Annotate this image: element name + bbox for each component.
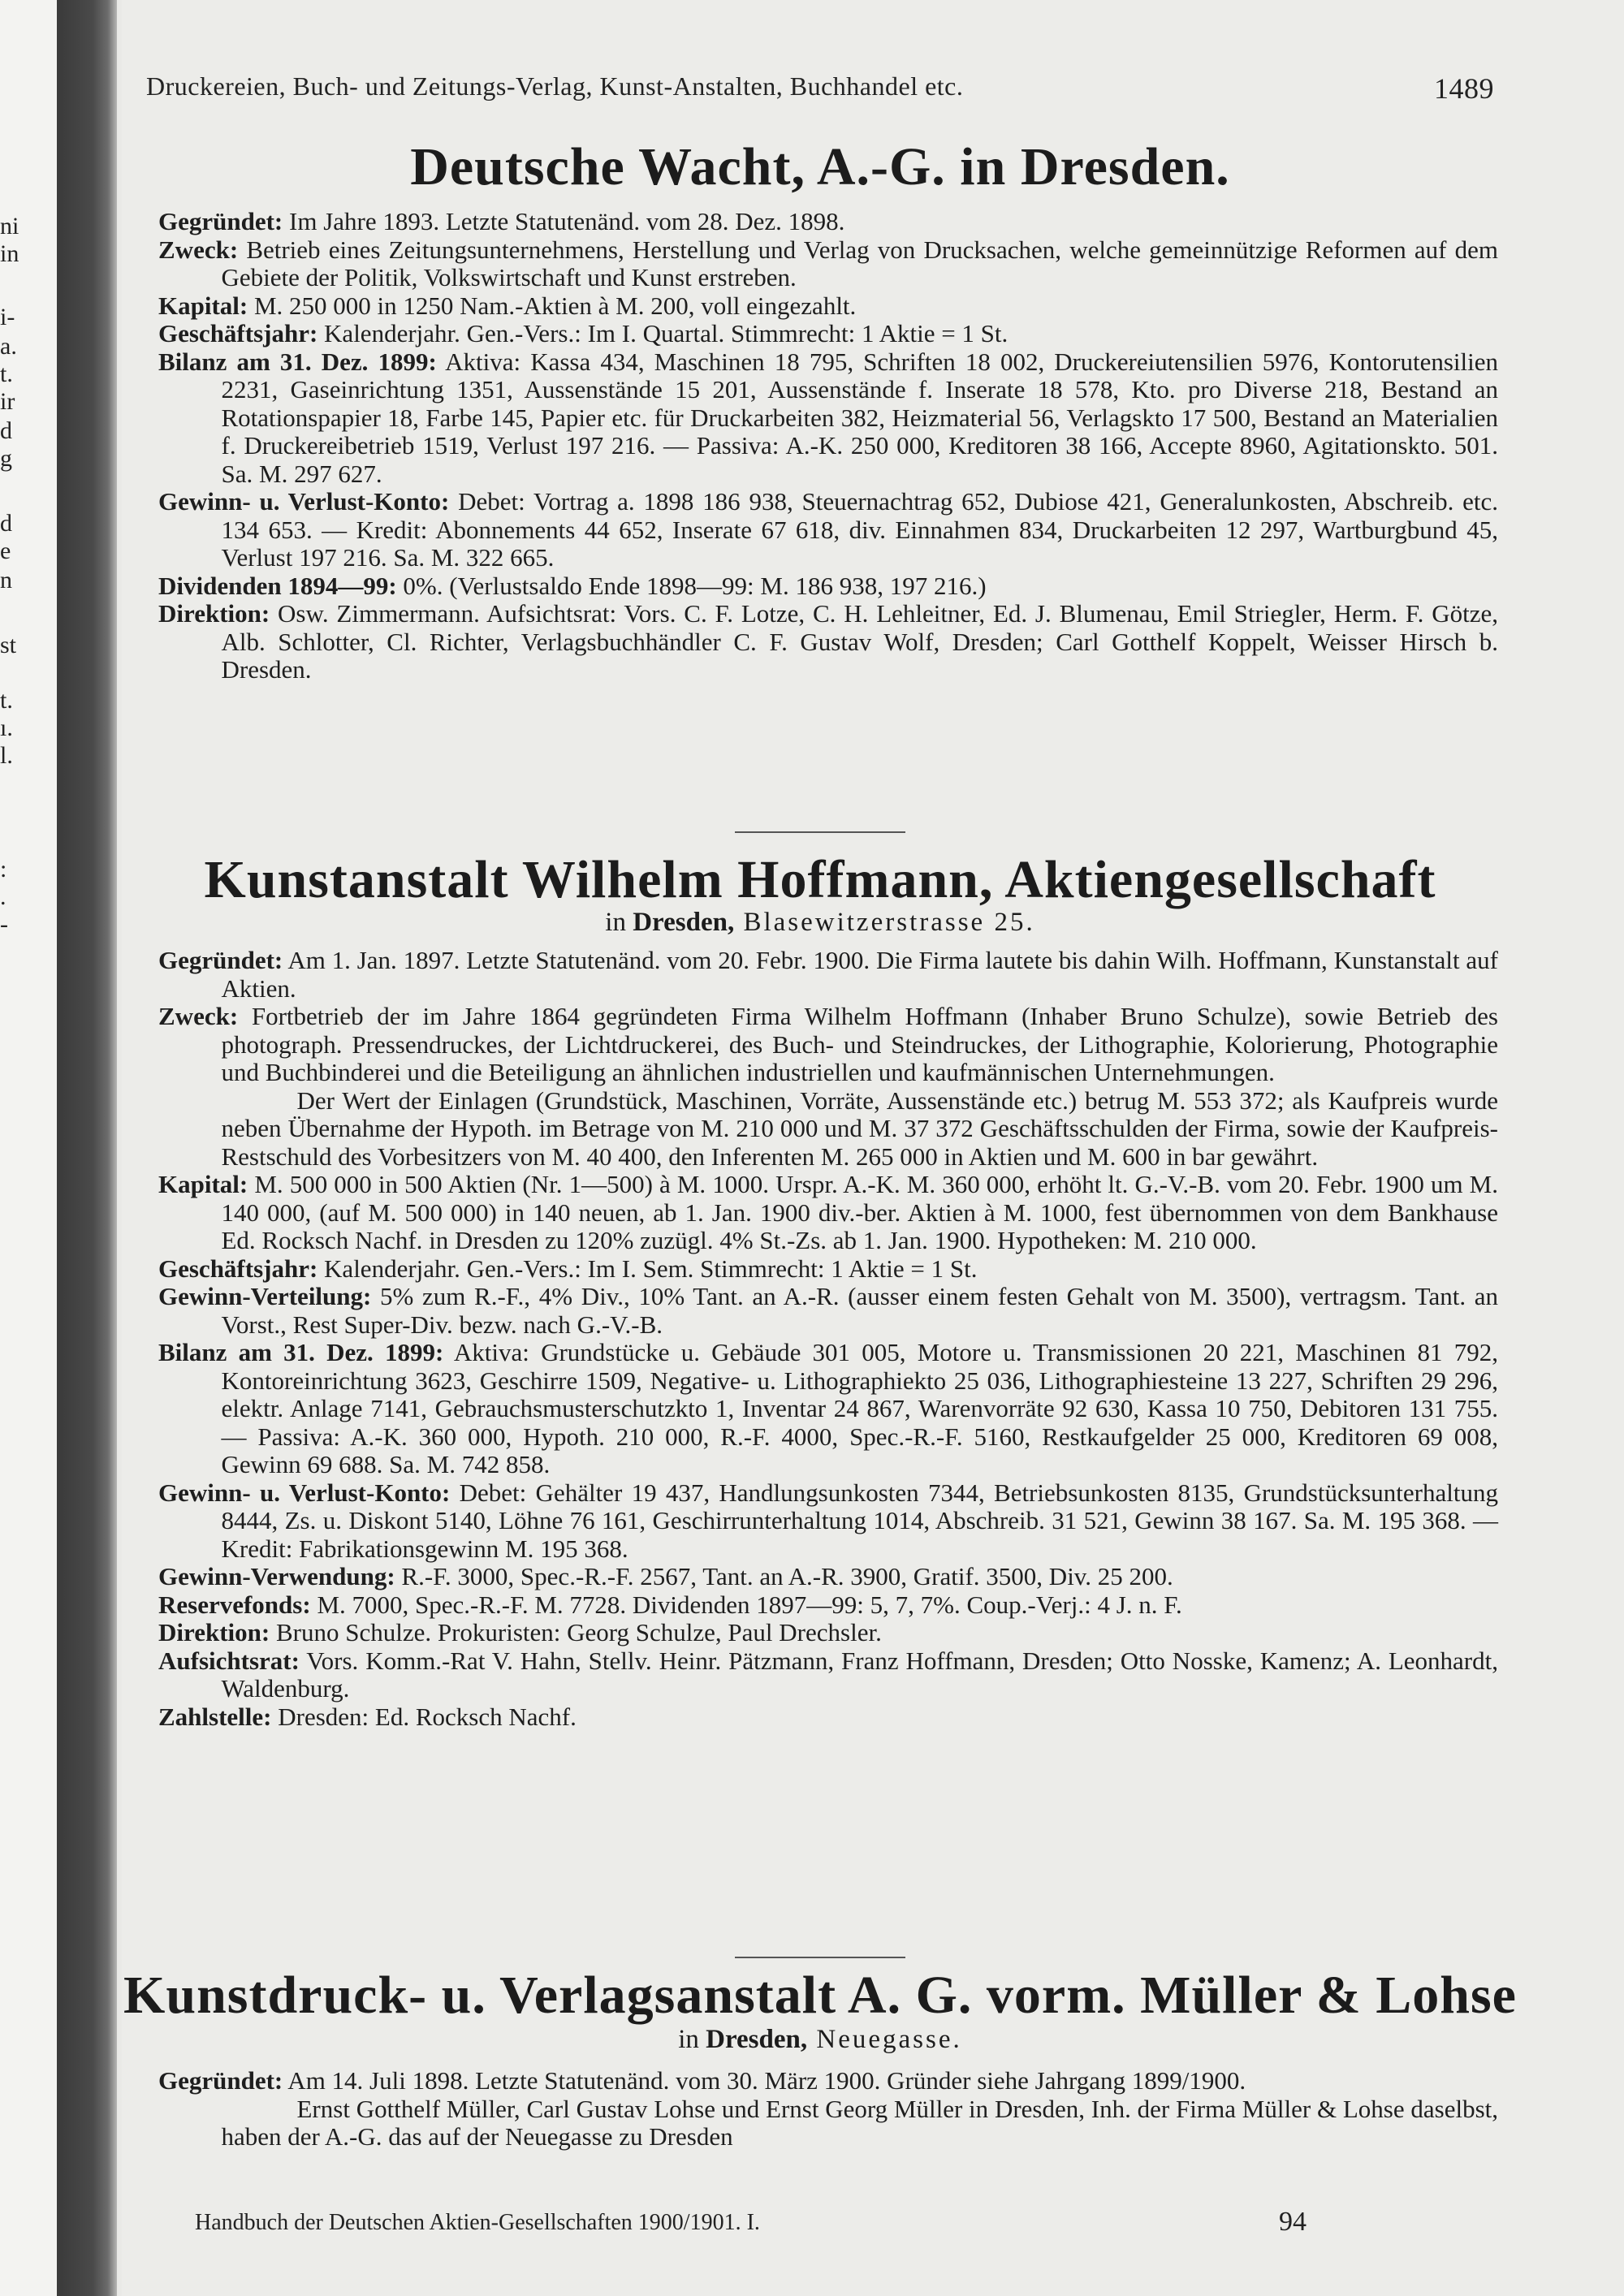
entry-paragraph <box>158 208 1498 236</box>
entry-paragraph <box>158 2095 1498 2151</box>
entry-paragraph <box>158 600 1498 684</box>
facing-page-fragment: d <box>0 510 12 537</box>
facing-page-fragment: g <box>0 445 12 472</box>
entry-label: Gegründet: <box>158 2066 283 2095</box>
facing-page-fragment: : <box>0 856 7 883</box>
entry-text: Vors. Komm.-Rat V. Hahn, Stellv. Heinr. Pätzmann, Franz Hoffmann, Dresden; Otto Nosske, Kamenz; A. Leonhardt, Waldenburg. <box>221 1646 1498 1703</box>
entry-label: Geschäftsjahr: <box>158 319 318 347</box>
entry-text: Debet: Gehälter 19 437, Handlungsunkosten 7344, Betriebsunkosten 8135, Grundstücksunterhaltung 8444, Zs. u. Diskont 5140, Löhne 76 161, Geschirrunterhaltung 1014, Abschreib. 31 521, Gewinn 38 167. Sa. M. 195 368. — Kredit: Fabrikationsgewinn M. 195 368. <box>221 1478 1498 1563</box>
entry-text: Fortbetrieb der im Jahre 1864 gegründeten Firma Wilhelm Hoffmann (Inhaber Bruno Schulze), sowie Betrieb des photograph. Pressendruckes, der Lichtdruckerei, des Buch- und Steindruckes, der Lithographie, Kolorierung, Photographie und Buchbinderei und die Beteiligung an ähnlichen industriellen und kaufmännischen Unternehmungen. <box>221 1002 1498 1086</box>
facing-page-fragment: t. <box>0 360 13 387</box>
entry-label: Geschäftsjahr: <box>158 1254 318 1283</box>
facing-page-fragment: ni <box>0 213 19 240</box>
entry-text: Kalenderjahr. Gen.-Vers.: Im I. Quartal. Stimmrecht: 1 Aktie = 1 St. <box>317 319 1009 347</box>
entry-text: Osw. Zimmermann. Aufsichtsrat: Vors. C. F. Lotze, C. H. Lehleitner, Ed. J. Blumenau, Emil Striegler, Herm. F. Götze, Alb. Schlotter, Cl. Richter, Verlagsbuchhändler C. F. Gustav Wolf, Dresden; Carl Gotthelf Koppelt, Weisser Hirsch b. Dresden. <box>221 599 1498 684</box>
entry-text: Bruno Schulze. Prokuristen: Georg Schulze, Paul Drechsler. <box>270 1618 882 1646</box>
entry-text: R.-F. 3000, Spec.-R.-F. 2567, Tant. an A.-R. 3900, Gratif. 3500, Div. 25 200. <box>395 1562 1173 1590</box>
entry-paragraph <box>158 1591 1498 1620</box>
entry-label: Zweck: <box>158 1002 239 1030</box>
entry-paragraph <box>158 320 1498 348</box>
entry-paragraph <box>158 572 1498 601</box>
subtitle-address: Neuegasse. <box>807 2025 962 2054</box>
entry-label: Gegründet: <box>158 946 283 974</box>
footer-signature: 94 <box>1279 2207 1307 2237</box>
facing-page-fragment: ı. <box>0 714 13 741</box>
entry-text: M. 7000, Spec.-R.-F. M. 7728. Dividenden 1897—99: 5, 7, 7%. Coup.-Verj.: 4 J. n. F. <box>310 1590 1182 1619</box>
facing-page-fragment: in <box>0 240 19 267</box>
facing-page-fragment: i- <box>0 304 15 330</box>
entry-text: Betrieb eines Zeitungsunternehmens, Herstellung und Verlag von Drucksachen, welche gemeinnützige Reformen auf dem Gebiete der Politik, Volkswirtschaft und Kunst erstreben. <box>221 235 1498 291</box>
entry-text: Dresden: Ed. Rocksch Nachf. <box>271 1702 577 1731</box>
subtitle-city: Dresden, <box>633 908 735 937</box>
entry-label: Kapital: <box>158 291 248 320</box>
entry-text: Debet: Vortrag a. 1898 186 938, Steuernachtrag 652, Dubiose 421, Generalunkosten, Abschreib. etc. 134 653. — Kredit: Abonnements 44 652, Inserate 67 618, div. Einnahmen 834, Druckarbeiten 12 297, Wartburgbund 45, Verlust 197 216. Sa. M. 322 665. <box>221 487 1498 572</box>
facing-page-fragment: st <box>0 632 17 658</box>
subtitle-prefix: in <box>678 2025 706 2054</box>
running-head <box>146 71 1494 105</box>
entry-paragraph <box>158 1171 1498 1255</box>
running-head-text: Druckereien, Buch- und Zeitungs-Verlag, Kunst-Anstalten, Buchhandel etc. <box>146 71 964 101</box>
section-subtitle-3 <box>122 2025 1518 2055</box>
facing-page-fragment: ir <box>0 388 15 415</box>
entry-label: Reservefonds: <box>158 1590 311 1619</box>
section-divider-2 <box>735 1957 905 1958</box>
entry-text: Aktiva: Kassa 434, Maschinen 18 795, Schriften 18 002, Druckereiutensilien 5976, Kontorutensilien 2231, Gaseinrichtung 1351, Aussenstände 15 201, Aussenstände f. Inserate 18 578, Kto. pro Diverse 218, Bestand an Rotationspapier 18, Farbe 145, Papier etc. für Druckarbeiten 382, Heizmaterial 56, Verlagskto 17 500, Bestand an Materialien f. Druckereibetrieb 1519, Verlust 197 216. — Passiva: A.-K. 250 000, Kreditoren 38 166, Accepte 8960, Agitationskto. 501. Sa. M. 297 627. <box>221 347 1498 488</box>
entry-text: 5% zum R.-F., 4% Div., 10% Tant. an A.-R. (ausser einem festen Gehalt von M. 3500), vertragsm. Tant. an Vorst., Rest Super-Div. bezw. nach G.-V.-B. <box>221 1282 1498 1339</box>
facing-page-fragment: . <box>0 883 6 910</box>
section-body-2 <box>158 947 1498 1731</box>
entry-text: Am 14. Juli 1898. Letzte Statutenänd. vom 30. März 1900. Gründer siehe Jahrgang 1899/1900. <box>283 2066 1246 2095</box>
entry-paragraph <box>158 488 1498 572</box>
entry-label: Gewinn-Verwendung: <box>158 1562 395 1590</box>
entry-label: Bilanz am 31. Dez. 1899: <box>158 347 437 376</box>
entry-label: Gewinn-Verteilung: <box>158 1282 372 1310</box>
entry-paragraph <box>158 947 1498 1003</box>
section-subtitle-2 <box>122 908 1518 938</box>
entry-text: Im Jahre 1893. Letzte Statutenänd. vom 28. Dez. 1898. <box>283 207 845 235</box>
entry-text: M. 250 000 in 1250 Nam.-Aktien à M. 200, voll eingezahlt. <box>248 291 857 320</box>
entry-text: 0%. (Verlustsaldo Ende 1898—99: M. 186 938, 197 216.) <box>396 571 987 600</box>
entry-paragraph <box>158 1563 1498 1591</box>
facing-page-fragment: t. <box>0 687 13 714</box>
entry-label: Gegründet: <box>158 207 283 235</box>
entry-label: Zahlstelle: <box>158 1702 272 1731</box>
entry-paragraph <box>158 292 1498 321</box>
section-body-3 <box>158 2067 1498 2151</box>
subtitle-city: Dresden, <box>706 2025 808 2054</box>
facing-page-fragment: a. <box>0 333 17 360</box>
entry-text: Der Wert der Einlagen (Grundstück, Maschinen, Vorräte, Aussenstände etc.) betrug M. 553 372; als Kaufpreis wurde neben Übernahme der Hypoth. im Betrage von M. 210 000 und M. 37 372 Geschäftsschulden der Firma, sowie der Kaufpreis-Restschuld des Vorbesitzers von M. 40 400, den Inferenten M. 265 000 in Aktien und M. 600 in bar gewährt. <box>221 1085 1498 1171</box>
entry-paragraph <box>158 1647 1498 1703</box>
entry-label: Kapital: <box>158 1170 248 1198</box>
section-body-1 <box>158 208 1498 684</box>
entry-paragraph <box>158 1703 1498 1732</box>
book-spine-shadow <box>57 0 117 2296</box>
entry-paragraph <box>158 1003 1498 1087</box>
subtitle-prefix: in <box>605 908 633 937</box>
entry-text: Aktiva: Grundstücke u. Gebäude 301 005, Motore u. Transmissionen 20 221, Maschinen 81 792, Kontoreinrichtung 3623, Geschirre 1509, Negative- u. Lithographiekto 25 036, Lithographiesteine 13 227, Schriften 29 296, elektr. Anlage 7141, Gebrauchsmusterschutzkto 1, Inventar 24 867, Warenvorräte 92 630, Kassa 10 750, Debitoren 131 755. — Passiva: A.-K. 360 000, Hypoth. 210 000, R.-F. 4000, Spec.-R.-F. 5160, Restkaufgelder 25 000, Kreditoren 69 008, Gewinn 69 688. Sa. M. 742 858. <box>221 1338 1498 1478</box>
entry-label: Zweck: <box>158 235 239 264</box>
entry-label: Aufsichtsrat: <box>158 1646 300 1675</box>
entry-paragraph <box>158 1339 1498 1479</box>
section-title-1: Deutsche Wacht, A.-G. in Dresden. <box>410 137 1230 196</box>
entry-label: Direktion: <box>158 599 270 628</box>
section-title-3: Kunstdruck- u. Verlagsanstalt A. G. vorm. Müller & Lohse <box>123 1966 1517 2025</box>
entry-label: Gewinn- u. Verlust-Konto: <box>158 1478 451 1507</box>
facing-page-fragments <box>0 0 24 2296</box>
entry-paragraph <box>158 1283 1498 1339</box>
facing-page-fragment: d <box>0 417 12 444</box>
entry-paragraph <box>158 348 1498 489</box>
facing-page-fragment: l. <box>0 742 13 769</box>
entry-paragraph <box>158 236 1498 292</box>
entry-label: Gewinn- u. Verlust-Konto: <box>158 487 450 516</box>
entry-text: Am 1. Jan. 1897. Letzte Statutenänd. vom 20. Febr. 1900. Die Firma lautete bis dahin Wilh. Hoffmann, Kunstanstalt auf Aktien. <box>221 946 1498 1003</box>
entry-text: Ernst Gotthelf Müller, Carl Gustav Lohse und Ernst Georg Müller in Dresden, Inh. der Firma Müller & Lohse daselbst, haben der A.-G. das auf der Neuegasse zu Dresden <box>221 2094 1498 2151</box>
facing-page-fragment: e <box>0 537 11 564</box>
entry-paragraph <box>158 1255 1498 1284</box>
page-number: 1489 <box>1434 72 1494 105</box>
entry-paragraph <box>158 1087 1498 1172</box>
facing-page-fragment: - <box>0 911 8 938</box>
section-divider-1 <box>735 831 905 833</box>
entry-paragraph <box>158 1619 1498 1647</box>
entry-paragraph <box>158 1479 1498 1564</box>
entry-label: Dividenden 1894—99: <box>158 571 397 600</box>
entry-text: Kalenderjahr. Gen.-Vers.: Im I. Sem. Stimmrecht: 1 Aktie = 1 St. <box>317 1254 978 1283</box>
facing-page-fragment: n <box>0 567 12 593</box>
entry-paragraph <box>158 2067 1498 2095</box>
section-title-2: Kunstanstalt Wilhelm Hoffmann, Aktiengesellschaft <box>204 850 1436 909</box>
entry-text: M. 500 000 in 500 Aktien (Nr. 1—500) à M. 1000. Urspr. A.-K. M. 360 000, erhöht lt. G.-V.-B. vom 20. Febr. 1900 um M. 140 000, (auf M. 500 000) in 140 neuen, ab 1. Jan. 1900 div.-ber. Aktien à M. 1000, fest übernommen von dem Bankhause Ed. Rocksch Nachf. in Dresden zu 120% zuzügl. 4% St.-Zs. ab 1. Jan. 1900. Hypotheken: M. 210 000. <box>221 1170 1498 1254</box>
subtitle-address: Blasewitzerstrasse 25. <box>734 908 1035 937</box>
footer-text: Handbuch der Deutschen Aktien-Gesellschaften 1900/1901. I. <box>195 2210 760 2235</box>
entry-label: Bilanz am 31. Dez. 1899: <box>158 1338 444 1366</box>
page-footer <box>195 2207 1348 2237</box>
entry-label: Direktion: <box>158 1618 270 1646</box>
